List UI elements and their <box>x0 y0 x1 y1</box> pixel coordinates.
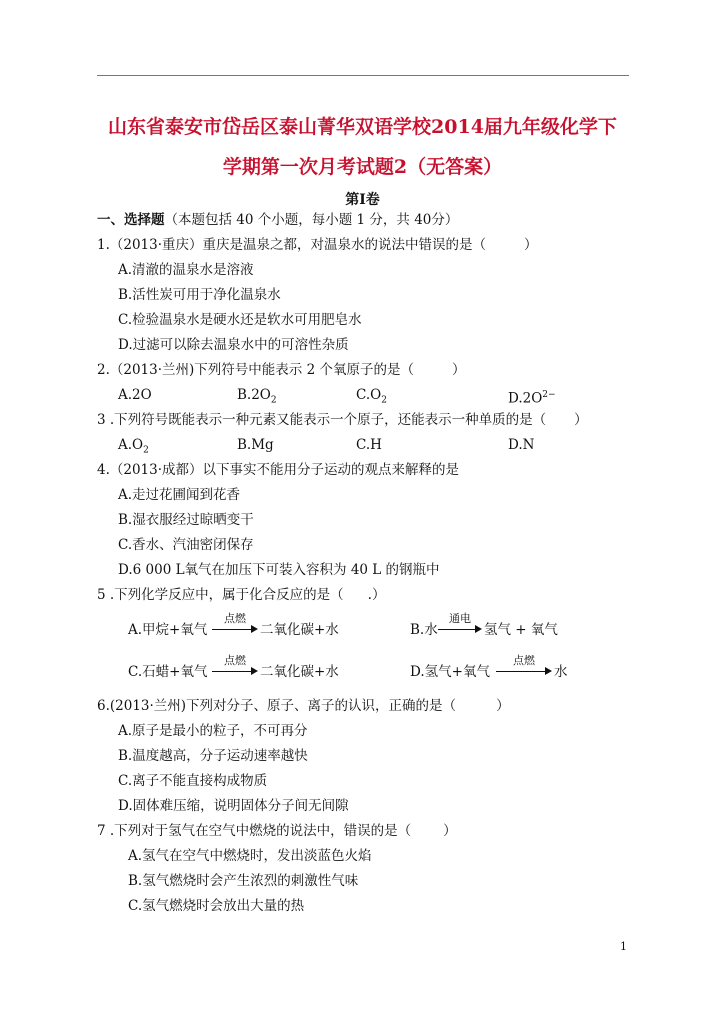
q7-option-b: B.氢气燃烧时会产生浓烈的刺激性气味 <box>128 873 359 889</box>
q4-option-d: D.6 000 L氧气在加压下可装入容积为 40 L 的钢瓶中 <box>118 562 440 578</box>
q2-option-d: $D.2O^{2-}$ <box>508 390 556 407</box>
q6-option-c: C.离子不能直接构成物质 <box>118 773 268 789</box>
q3-option-d: D.N <box>508 437 535 453</box>
q5-option-c-reactants: C.石蜡+氧气 <box>128 664 208 680</box>
question-7-close-paren: ） <box>443 823 457 839</box>
q5-option-c-products: 二氧化碳+水 <box>260 664 339 680</box>
q1-option-c: C.检验温泉水是硬水还是软水可用肥皂水 <box>118 312 362 328</box>
section-description: （本题包括 40 个小题，每小题 1 分，共 40分） <box>164 212 459 228</box>
q3-option-b: B.Mg <box>237 437 274 453</box>
question-6-stem <box>97 697 510 715</box>
question-2-close-paren: ） <box>451 362 466 378</box>
q5-option-d-arrow <box>496 654 552 678</box>
q5-option-b-arrow <box>438 612 482 636</box>
q3-option-a: $A.O_2$ <box>118 437 149 456</box>
question-7-text: 7 .下列对于氢气在空气中燃烧的说法中，错误的是（ <box>97 823 412 839</box>
q5-option-d-condition: 点燃 <box>513 654 535 667</box>
question-7-stem <box>97 822 457 840</box>
q5-option-a-products: 二氧化碳+水 <box>260 622 339 638</box>
q5-option-d-reactants: D.氢气+氧气 <box>410 664 490 680</box>
q5-option-d-products: 水 <box>554 664 568 680</box>
q2-option-c: $C.O_2$ <box>356 387 387 406</box>
q7-option-c: C.氢气燃烧时会放出大量的热 <box>128 898 305 914</box>
question-1-close-paren: ） <box>524 237 538 253</box>
volume-heading: 第Ⅰ卷 <box>345 192 380 208</box>
section-name: 一、选择题 <box>97 212 165 228</box>
q5-option-b-reactants: B.水 <box>410 622 438 638</box>
page-number: 1 <box>620 940 627 953</box>
question-5-text: 5 .下列化学反应中，属于化合反应的是（ <box>97 587 344 603</box>
q2-option-a: A.2O <box>118 387 152 403</box>
q5-option-a-reactants: A.甲烷+氧气 <box>128 622 208 638</box>
question-4-stem: 4.（2013·成都）以下事实不能用分子运动的观点来解释的是 <box>97 462 460 478</box>
header-rule <box>97 75 629 76</box>
q7-option-a: A.氢气在空气中燃烧时，发出淡蓝色火焰 <box>128 848 372 864</box>
question-6-text: 6.(2013·兰州)下列对分子、原子、离子的认识，正确的是（ <box>97 698 457 714</box>
document-title-line2: 学期第一次月考试题2（无答案） <box>222 156 503 178</box>
question-2-stem <box>97 361 465 379</box>
q2-option-b: $B.2O_2$ <box>237 387 277 406</box>
question-1-stem <box>97 236 538 254</box>
question-3-close-paren: ） <box>574 412 588 428</box>
q5-option-c-condition: 点燃 <box>224 654 246 667</box>
question-5-close-paren: .） <box>367 587 386 603</box>
question-1-text: 1.（2013·重庆）重庆是温泉之都，对温泉水的说法中错误的是（ <box>97 237 487 253</box>
q4-option-c: C.香水、汽油密闭保存 <box>118 537 254 553</box>
q5-option-b-condition: 通电 <box>449 612 471 625</box>
section-heading <box>97 211 458 229</box>
q5-option-a-arrow <box>212 612 258 636</box>
q1-option-a: A.清澈的温泉水是溶液 <box>118 262 254 278</box>
q1-option-b: B.活性炭可用于净化温泉水 <box>118 287 281 303</box>
q6-option-a: A.原子是最小的粒子，不可再分 <box>118 723 308 739</box>
q4-option-b: B.湿衣服经过晾晒变干 <box>118 512 254 528</box>
q6-option-d: D.固体难压缩，说明固体分子间无间隙 <box>118 798 349 814</box>
q6-option-b: B.温度越高，分子运动速率越快 <box>118 748 308 764</box>
question-6-close-paren: ） <box>496 698 510 714</box>
q5-option-a-condition: 点燃 <box>224 612 246 625</box>
q5-option-c-arrow <box>212 654 258 678</box>
q1-option-d: D.过滤可以除去温泉水中的可溶性杂质 <box>118 337 349 353</box>
question-2-text: 2.（2013·兰州)下列符号中能表示 2 个氧原子的是（ <box>97 362 414 378</box>
q5-option-b-products: 氢气 + 氧气 <box>484 622 558 638</box>
question-5-stem <box>97 586 385 604</box>
q3-option-c: C.H <box>356 437 382 453</box>
question-3-text: 3 .下列符号既能表示一种元素又能表示一个原子，还能表示一种单质的是（ <box>97 412 547 428</box>
question-3-stem <box>97 411 588 429</box>
q4-option-a: A.走过花圃闻到花香 <box>118 487 241 503</box>
document-title-line1: 山东省泰安市岱岳区泰山菁华双语学校2014届九年级化学下 <box>108 116 617 138</box>
